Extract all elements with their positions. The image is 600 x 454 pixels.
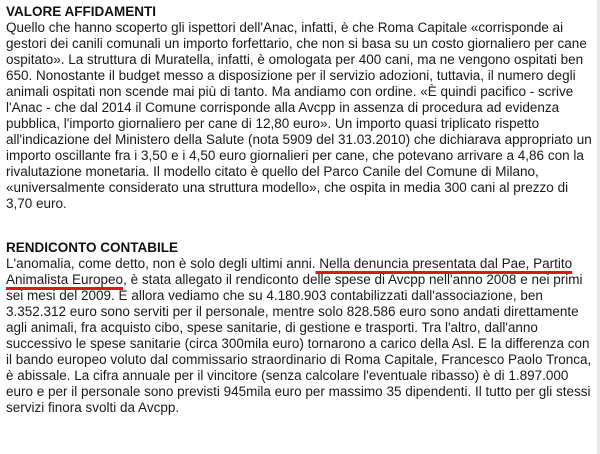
section-title-valore-affidamenti: VALORE AFFIDAMENTI xyxy=(6,4,156,19)
highlighted-text-underline: Nella denuncia presentata dal Pae, Partito Animalista Europeo xyxy=(6,256,573,287)
paragraph-text-before: L'anomalia, come detto, non è solo degli ultimi anni. xyxy=(6,256,316,271)
section-gap xyxy=(6,212,596,240)
paragraph-rendiconto-contabile xyxy=(6,256,596,416)
paragraph-text-after: , è stata allegato il rendiconto delle spese di Avcpp nell'anno 2008 e nei primi sei mesi del 2009. E allora vediamo che su 4.180.903 contabilizzati dall'associazione, ben 3.352.312 euro sono serviti per il personale, mentre solo 828.586 euro sono andati direttamente agli animali, fra acquisto cibo, spese sanitarie, di gestione e trasporti. Tra l'altro, dall'anno successivo le spese sanitarie (circa 300mila euro) tornarono a carico della Asl. E la differenza con il bando europeo voluto dal commissario straordinario di Roma Capitale, Francesco Paolo Tronca, è abissale. La cifra annuale per il vincitore (senza calcolare l'eventuale ribasso) è di 1.897.000 euro e per il personale sono previsti 945mila euro per massimo 35 dipendenti. Il tutto per gli stessi servizi finora svolti da Avcpp. xyxy=(6,272,592,415)
section-title-rendiconto-contabile: RENDICONTO CONTABILE xyxy=(6,240,178,255)
article-body xyxy=(6,4,596,416)
paragraph-valore-affidamenti: Quello che hanno scoperto gli ispettori dell'Anac, infatti, è che Roma Capitale «corrisponde ai gestori dei canili comunali un importo forfettario, che non si basa su un costo giornaliero per cane ospitato». La struttura di Muratella, infatti, è omologata per 400 cani, ma ne vengono ospitati ben 650. Nonostante il budget messo a disposizione per il servizio adozioni, tuttavia, il numero degli animali ospitati non scende mai più di tanto. Ma andiamo con ordine. «È quindi pacifico - scrive l'Anac - che dal 2014 il Comune corrisponde alla Avcpp in assenza di procedura ad evidenza pubblica, l'importo giornaliero per cane di 12,80 euro». Un importo quasi triplicato rispetto all'indicazione del Ministero della Salute (nota 5909 del 31.03.2010) che dichiarava appropriato un importo oscillante fra i 3,50 e i 4,50 euro giornalieri per cane, che potevano arrivare a 4,86 con la rivalutazione monetaria. Il modello citato è quello del Parco Canile del Comune di Milano, «universalmente considerato una struttura modello», che ospita in media 300 cani al prezzo di 3,70 euro. xyxy=(6,20,592,211)
